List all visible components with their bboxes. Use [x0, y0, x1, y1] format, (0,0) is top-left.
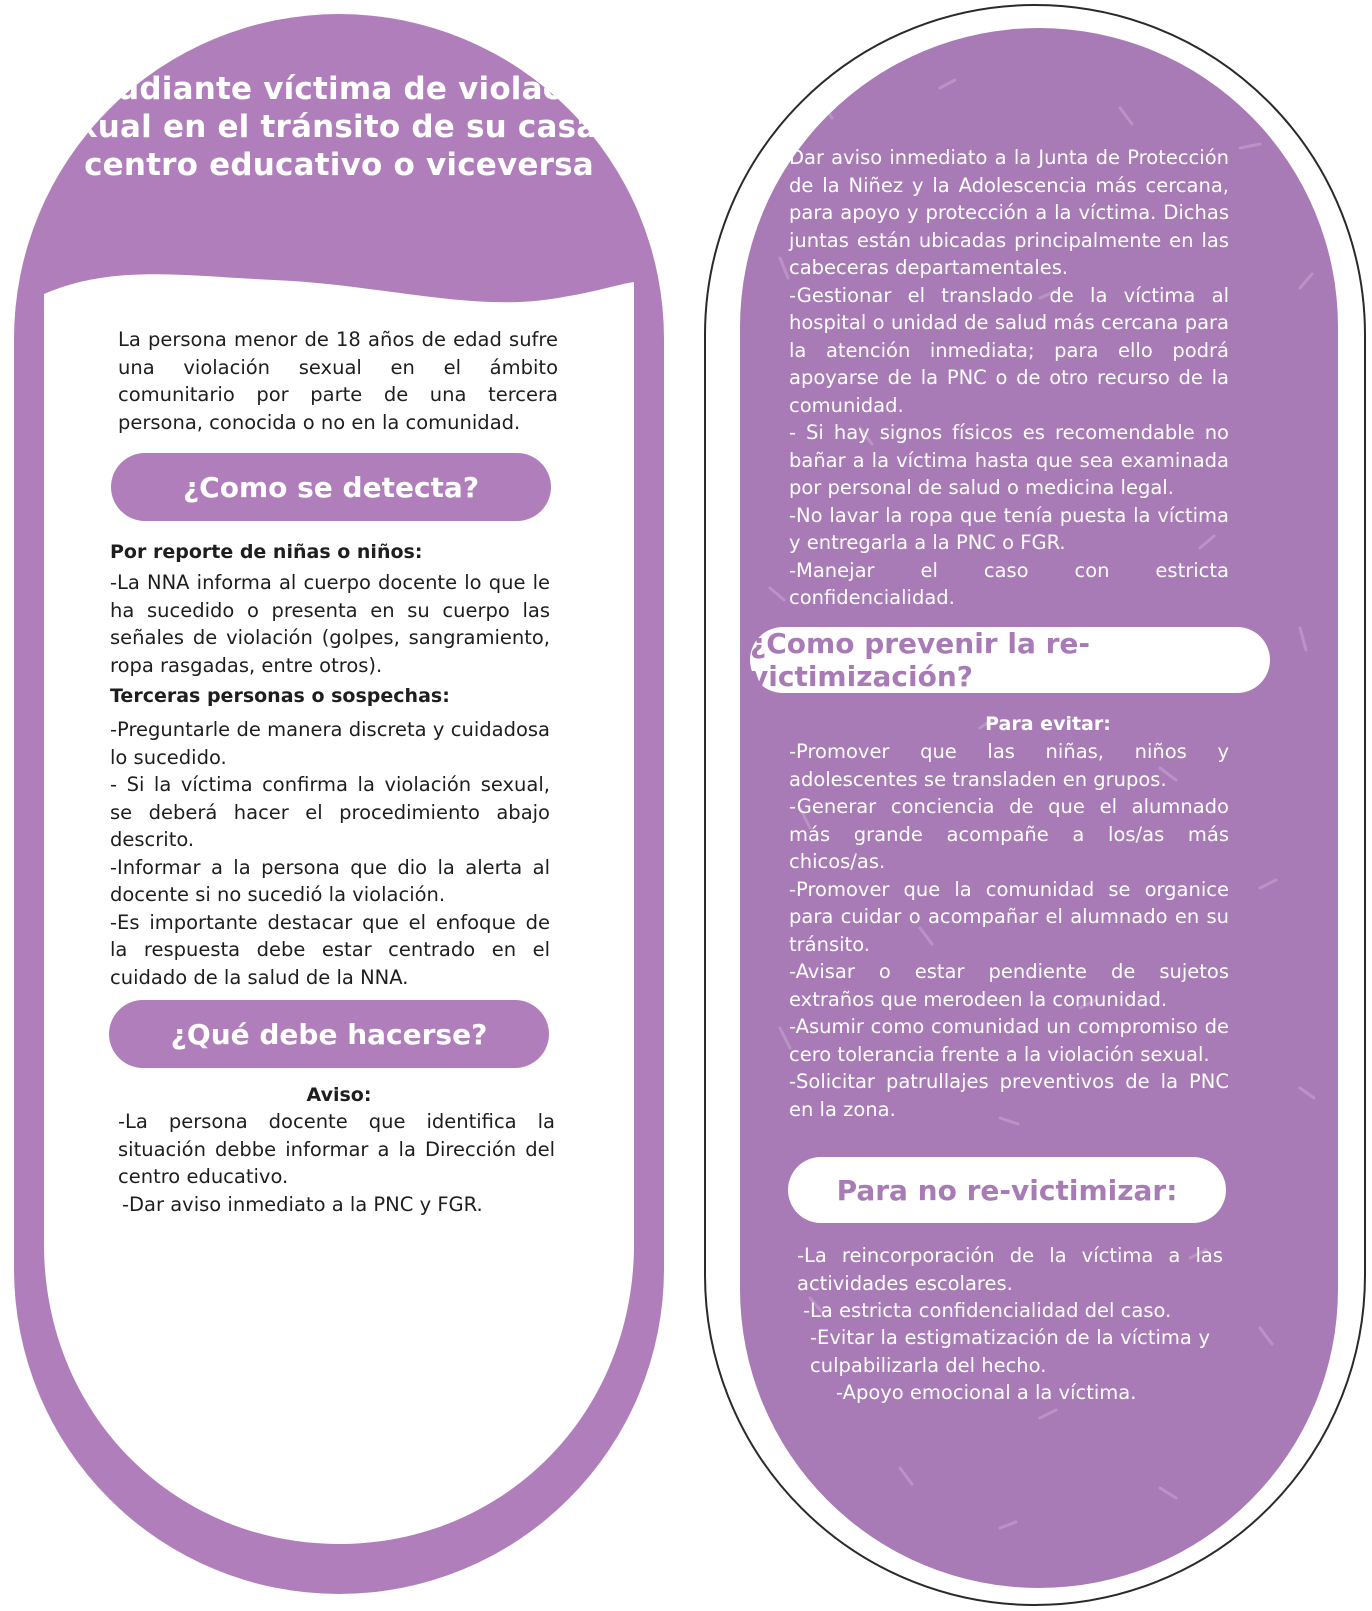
avoid-heading: Para evitar:	[985, 713, 1111, 735]
third-item: - Si la víctima confirma la violación sexual, se deberá hacer el procedimiento abajo descrito.	[110, 773, 550, 851]
detect-heading: ¿Como se detecta?	[111, 453, 551, 521]
right-top-list	[789, 144, 1229, 612]
avoid-item: -Avisar o estar pendiente de sujetos extraños que merodeen la comunidad.	[789, 960, 1229, 1011]
norevict-item: -Evitar la estigmatización de la víctima y culpabilizarla del hecho.	[810, 1326, 1210, 1377]
norevict-item: -Apoyo emocional a la víctima.	[836, 1381, 1137, 1404]
norevict-heading: Para no re-victimizar:	[788, 1157, 1226, 1223]
avoid-item: -Solicitar patrullajes preventivos de la PNC en la zona.	[789, 1070, 1229, 1121]
aviso-list	[118, 1108, 555, 1218]
right-top-item: -No lavar la ropa que tenía puesta la víctima y entregarla a la PNC o FGR.	[789, 503, 1229, 554]
avoid-item: -Promover que la comunidad se organice para cuidar o acompañar el alumnado en su tránsito.	[789, 877, 1229, 956]
third-item: -Es importante destacar que el enfoque de la respuesta debe estar centrado en el cuidado de la salud de la NNA.	[110, 910, 550, 989]
left-title: Estudiante víctima de violación sexual en el tránsito de su casa al centro educativo o viceversa	[37, 71, 641, 183]
right-top-item: -Gestionar el translado de la víctima al hospital o unidad de salud más cercana para la atención inmediata; para ello podrá apoyarse de la PNC o de otro recurso de la comunidad.	[789, 283, 1229, 417]
norevict-item: -La estricta confidencialidad del caso.	[803, 1299, 1172, 1322]
norevict-item: -La reincorporación de la víctima a las actividades escolares.	[797, 1244, 1223, 1295]
avoid-list	[789, 738, 1229, 1123]
third-heading: Terceras personas o sospechas:	[110, 685, 450, 707]
right-top-item: Dar aviso inmediato a la Junta de Protección de la Niñez y la Adolescencia más cercana, para apoyo y protección a la víctima. Dichas juntas están ubicadas principalmente en las cabeceras departamentales.	[789, 146, 1229, 279]
intro-paragraph: La persona menor de 18 años de edad sufre una violación sexual en el ámbito comunitario por parte de una tercera persona, conocida o no en la comunidad.	[118, 328, 558, 434]
third-list	[110, 716, 550, 991]
aviso-item: -La persona docente que identifica la situación debbe informar a la Dirección del centro educativo.	[118, 1110, 555, 1188]
right-top-item: -Manejar el caso con estricta confidencialidad.	[789, 558, 1229, 609]
right-top-item: - Si hay signos físicos es recomendable no bañar a la víctima hasta que sea examinada por personal de salud o medicina legal.	[789, 421, 1229, 499]
todo-heading: ¿Qué debe hacerse?	[109, 1000, 549, 1068]
third-item: -Preguntarle de manera discreta y cuidadosa lo sucedido.	[110, 718, 550, 769]
third-item: -Informar a la persona que dio la alerta al docente si no sucedió la violación.	[110, 855, 550, 906]
aviso-heading: Aviso:	[306, 1084, 372, 1106]
avoid-item: -Promover que las niñas, niños y adolescentes se transladen en grupos.	[789, 740, 1229, 791]
avoid-item: -Asumir como comunidad un compromiso de cero tolerancia frente a la violación sexual.	[789, 1015, 1229, 1066]
prevent-heading: ¿Como prevenir la re-victimización?	[750, 627, 1270, 693]
report-text: -La NNA informa al cuerpo docente lo que le ha sucedido o presenta en su cuerpo las señales de violación (golpes, sangramiento, ropa rasgadas, entre otros).	[110, 571, 550, 677]
aviso-item: -Dar aviso inmediato a la PNC y FGR.	[122, 1192, 483, 1216]
report-heading: Por reporte de niñas o niños:	[110, 541, 423, 563]
avoid-item: -Generar conciencia de que el alumnado más grande acompañe a los/as más chicos/as.	[789, 795, 1229, 873]
